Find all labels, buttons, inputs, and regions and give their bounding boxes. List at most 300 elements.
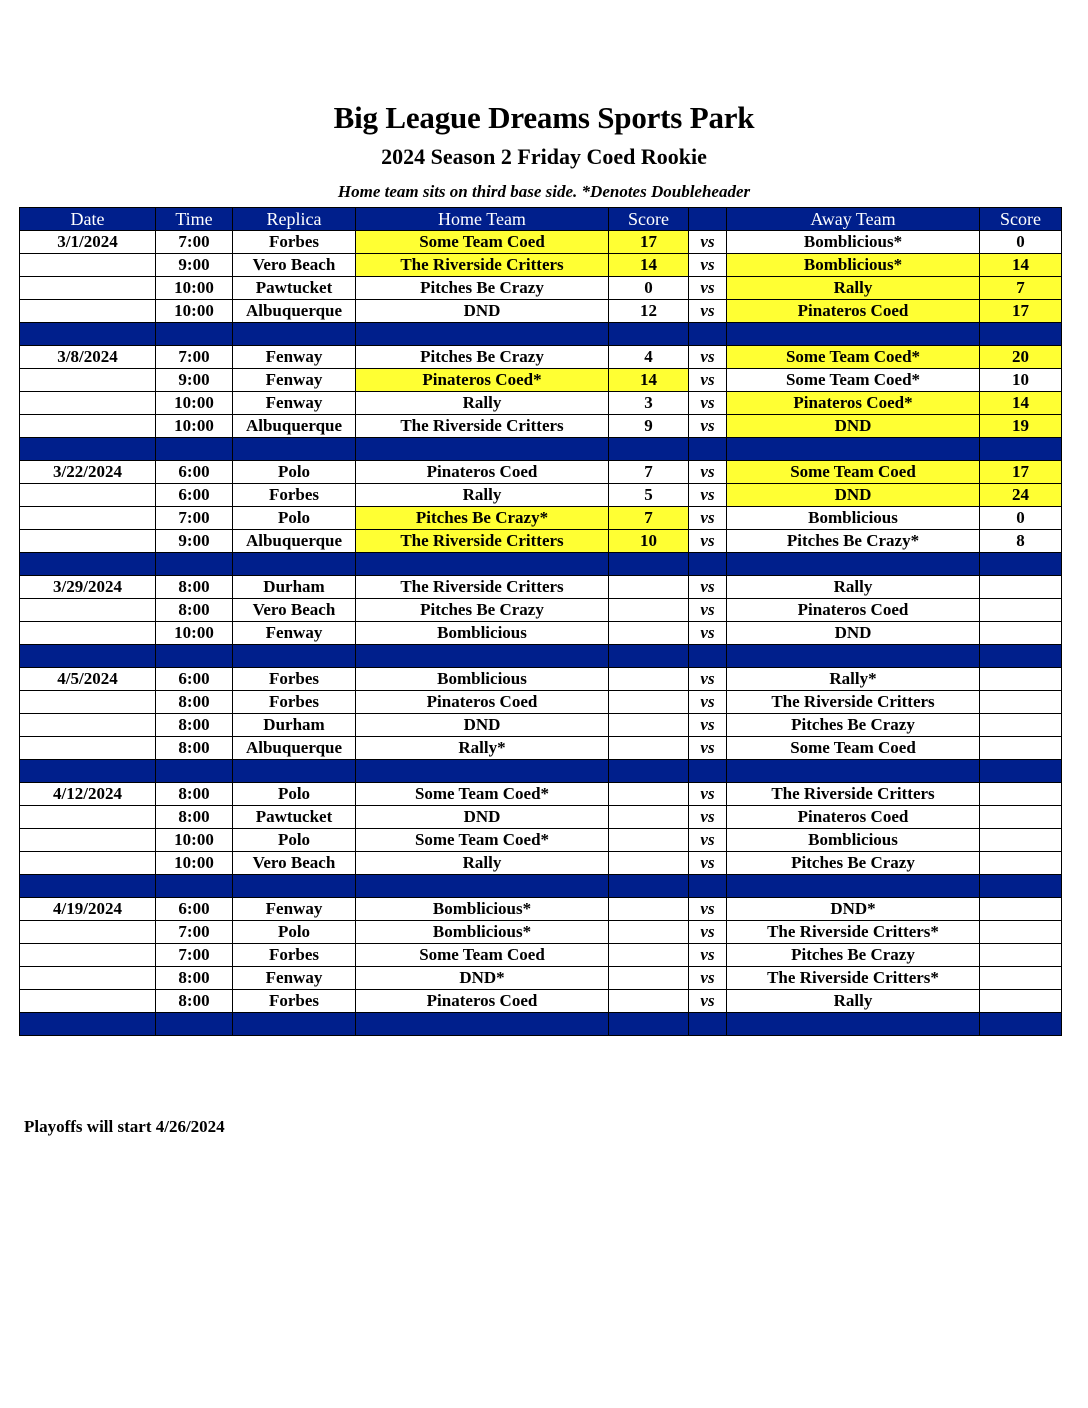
separator-cell bbox=[20, 553, 156, 576]
table-row bbox=[20, 300, 1062, 323]
separator-cell bbox=[727, 875, 980, 898]
date-cell bbox=[20, 944, 156, 967]
date-cell bbox=[20, 599, 156, 622]
away-team-cell: Pitches Be Crazy bbox=[727, 852, 980, 875]
vs-cell: vs bbox=[689, 714, 727, 737]
replica-cell: Fenway bbox=[233, 392, 356, 415]
col-replica: Replica bbox=[233, 208, 356, 231]
separator-cell bbox=[156, 1013, 233, 1036]
home-score-cell bbox=[609, 599, 689, 622]
separator-cell bbox=[689, 1013, 727, 1036]
week-separator-row bbox=[20, 875, 1062, 898]
separator-cell bbox=[689, 875, 727, 898]
home-team-cell: Pitches Be Crazy* bbox=[356, 507, 609, 530]
vs-cell: vs bbox=[689, 369, 727, 392]
away-score-cell bbox=[980, 944, 1062, 967]
separator-cell bbox=[233, 323, 356, 346]
home-team-cell: Rally bbox=[356, 392, 609, 415]
table-row bbox=[20, 967, 1062, 990]
replica-cell: Fenway bbox=[233, 967, 356, 990]
table-row bbox=[20, 806, 1062, 829]
home-score-cell: 4 bbox=[609, 346, 689, 369]
header-row bbox=[20, 208, 1062, 231]
table-row bbox=[20, 944, 1062, 967]
separator-cell bbox=[689, 323, 727, 346]
replica-cell: Albuquerque bbox=[233, 415, 356, 438]
table-row bbox=[20, 461, 1062, 484]
home-team-cell: Rally bbox=[356, 484, 609, 507]
replica-cell: Polo bbox=[233, 783, 356, 806]
time-cell: 7:00 bbox=[156, 944, 233, 967]
table-row bbox=[20, 254, 1062, 277]
replica-cell: Vero Beach bbox=[233, 254, 356, 277]
time-cell: 8:00 bbox=[156, 990, 233, 1013]
replica-cell: Forbes bbox=[233, 668, 356, 691]
separator-cell bbox=[156, 323, 233, 346]
home-team-cell: The Riverside Critters bbox=[356, 530, 609, 553]
vs-cell: vs bbox=[689, 599, 727, 622]
home-team-cell: Bomblicious bbox=[356, 622, 609, 645]
separator-cell bbox=[980, 438, 1062, 461]
vs-cell: vs bbox=[689, 944, 727, 967]
home-team-cell: Pitches Be Crazy bbox=[356, 277, 609, 300]
time-cell: 10:00 bbox=[156, 852, 233, 875]
home-score-cell: 0 bbox=[609, 277, 689, 300]
away-score-cell bbox=[980, 806, 1062, 829]
time-cell: 7:00 bbox=[156, 507, 233, 530]
replica-cell: Pawtucket bbox=[233, 277, 356, 300]
separator-cell bbox=[609, 875, 689, 898]
table-row bbox=[20, 668, 1062, 691]
away-score-cell: 0 bbox=[980, 231, 1062, 254]
date-cell bbox=[20, 277, 156, 300]
replica-cell: Durham bbox=[233, 714, 356, 737]
vs-cell: vs bbox=[689, 898, 727, 921]
date-cell bbox=[20, 829, 156, 852]
vs-cell: vs bbox=[689, 507, 727, 530]
away-team-cell: Rally bbox=[727, 576, 980, 599]
replica-cell: Vero Beach bbox=[233, 599, 356, 622]
table-row bbox=[20, 622, 1062, 645]
home-score-cell: 9 bbox=[609, 415, 689, 438]
separator-cell bbox=[20, 645, 156, 668]
replica-cell: Fenway bbox=[233, 622, 356, 645]
away-team-cell: The Riverside Critters bbox=[727, 783, 980, 806]
vs-cell: vs bbox=[689, 346, 727, 369]
home-score-cell: 3 bbox=[609, 392, 689, 415]
separator-cell bbox=[356, 438, 609, 461]
away-score-cell: 24 bbox=[980, 484, 1062, 507]
away-score-cell bbox=[980, 691, 1062, 714]
away-score-cell: 20 bbox=[980, 346, 1062, 369]
date-cell: 3/1/2024 bbox=[20, 231, 156, 254]
vs-cell: vs bbox=[689, 530, 727, 553]
away-team-cell: Some Team Coed bbox=[727, 737, 980, 760]
table-row bbox=[20, 277, 1062, 300]
away-team-cell: The Riverside Critters* bbox=[727, 967, 980, 990]
separator-cell bbox=[980, 645, 1062, 668]
separator-cell bbox=[689, 760, 727, 783]
away-team-cell: Rally bbox=[727, 990, 980, 1013]
separator-cell bbox=[609, 1013, 689, 1036]
home-team-cell: Pitches Be Crazy bbox=[356, 346, 609, 369]
replica-cell: Fenway bbox=[233, 369, 356, 392]
replica-cell: Forbes bbox=[233, 691, 356, 714]
time-cell: 10:00 bbox=[156, 277, 233, 300]
separator-cell bbox=[233, 438, 356, 461]
home-score-cell bbox=[609, 576, 689, 599]
time-cell: 8:00 bbox=[156, 599, 233, 622]
week-separator-row bbox=[20, 553, 1062, 576]
table-row bbox=[20, 990, 1062, 1013]
home-score-cell bbox=[609, 852, 689, 875]
time-cell: 9:00 bbox=[156, 254, 233, 277]
separator-cell bbox=[609, 645, 689, 668]
date-cell bbox=[20, 714, 156, 737]
separator-cell bbox=[20, 760, 156, 783]
date-cell bbox=[20, 484, 156, 507]
table-row bbox=[20, 714, 1062, 737]
time-cell: 8:00 bbox=[156, 783, 233, 806]
table-row bbox=[20, 530, 1062, 553]
date-cell bbox=[20, 530, 156, 553]
date-cell: 4/5/2024 bbox=[20, 668, 156, 691]
home-team-cell: The Riverside Critters bbox=[356, 576, 609, 599]
time-cell: 8:00 bbox=[156, 691, 233, 714]
separator-cell bbox=[233, 1013, 356, 1036]
separator-cell bbox=[20, 438, 156, 461]
replica-cell: Fenway bbox=[233, 346, 356, 369]
date-cell bbox=[20, 990, 156, 1013]
vs-cell: vs bbox=[689, 967, 727, 990]
away-score-cell bbox=[980, 852, 1062, 875]
home-score-cell bbox=[609, 668, 689, 691]
away-team-cell: Some Team Coed* bbox=[727, 346, 980, 369]
table-row bbox=[20, 852, 1062, 875]
away-team-cell: Pitches Be Crazy* bbox=[727, 530, 980, 553]
page-subtitle: 2024 Season 2 Friday Coed Rookie bbox=[381, 144, 707, 169]
vs-cell: vs bbox=[689, 277, 727, 300]
time-cell: 6:00 bbox=[156, 668, 233, 691]
separator-cell bbox=[356, 323, 609, 346]
separator-cell bbox=[156, 438, 233, 461]
away-team-cell: Pinateros Coed bbox=[727, 806, 980, 829]
away-team-cell: The Riverside Critters bbox=[727, 691, 980, 714]
away-score-cell bbox=[980, 599, 1062, 622]
away-team-cell: Pinateros Coed* bbox=[727, 392, 980, 415]
time-cell: 10:00 bbox=[156, 300, 233, 323]
separator-cell bbox=[20, 1013, 156, 1036]
separator-cell bbox=[356, 875, 609, 898]
schedule-table bbox=[19, 207, 1062, 1036]
home-score-cell: 7 bbox=[609, 507, 689, 530]
away-score-cell: 17 bbox=[980, 300, 1062, 323]
vs-cell: vs bbox=[689, 691, 727, 714]
vs-cell: vs bbox=[689, 461, 727, 484]
col-vs bbox=[689, 208, 727, 231]
replica-cell: Polo bbox=[233, 829, 356, 852]
away-team-cell: Bomblicious bbox=[727, 507, 980, 530]
time-cell: 8:00 bbox=[156, 576, 233, 599]
away-score-cell bbox=[980, 714, 1062, 737]
home-score-cell: 14 bbox=[609, 369, 689, 392]
home-team-cell: Bomblicious bbox=[356, 668, 609, 691]
separator-cell bbox=[233, 553, 356, 576]
week-separator-row bbox=[20, 1013, 1062, 1036]
vs-cell: vs bbox=[689, 484, 727, 507]
vs-cell: vs bbox=[689, 852, 727, 875]
date-cell bbox=[20, 622, 156, 645]
separator-cell bbox=[233, 645, 356, 668]
home-score-cell bbox=[609, 737, 689, 760]
away-score-cell: 8 bbox=[980, 530, 1062, 553]
home-score-cell bbox=[609, 829, 689, 852]
home-score-cell: 7 bbox=[609, 461, 689, 484]
vs-cell: vs bbox=[689, 990, 727, 1013]
date-cell bbox=[20, 921, 156, 944]
home-team-cell: Pinateros Coed bbox=[356, 691, 609, 714]
replica-cell: Forbes bbox=[233, 484, 356, 507]
date-cell bbox=[20, 254, 156, 277]
away-score-cell bbox=[980, 622, 1062, 645]
home-team-cell: Rally bbox=[356, 852, 609, 875]
replica-cell: Forbes bbox=[233, 231, 356, 254]
away-score-cell bbox=[980, 783, 1062, 806]
away-score-cell bbox=[980, 576, 1062, 599]
time-cell: 9:00 bbox=[156, 530, 233, 553]
home-team-cell: DND bbox=[356, 300, 609, 323]
page-title: Big League Dreams Sports Park bbox=[333, 100, 755, 135]
date-cell bbox=[20, 806, 156, 829]
separator-cell bbox=[980, 1013, 1062, 1036]
date-cell bbox=[20, 507, 156, 530]
home-team-cell: Pinateros Coed bbox=[356, 990, 609, 1013]
table-row bbox=[20, 921, 1062, 944]
vs-cell: vs bbox=[689, 921, 727, 944]
date-cell: 3/8/2024 bbox=[20, 346, 156, 369]
separator-cell bbox=[727, 1013, 980, 1036]
date-cell bbox=[20, 415, 156, 438]
away-team-cell: Bomblicious* bbox=[727, 254, 980, 277]
away-team-cell: DND bbox=[727, 622, 980, 645]
col-date: Date bbox=[20, 208, 156, 231]
home-score-cell: 5 bbox=[609, 484, 689, 507]
away-score-cell bbox=[980, 829, 1062, 852]
away-score-cell bbox=[980, 967, 1062, 990]
time-cell: 10:00 bbox=[156, 415, 233, 438]
away-score-cell: 7 bbox=[980, 277, 1062, 300]
vs-cell: vs bbox=[689, 829, 727, 852]
date-cell: 4/12/2024 bbox=[20, 783, 156, 806]
separator-cell bbox=[20, 875, 156, 898]
replica-cell: Albuquerque bbox=[233, 300, 356, 323]
separator-cell bbox=[233, 875, 356, 898]
away-score-cell bbox=[980, 898, 1062, 921]
separator-cell bbox=[156, 760, 233, 783]
separator-cell bbox=[980, 875, 1062, 898]
home-team-cell: Rally* bbox=[356, 737, 609, 760]
replica-cell: Pawtucket bbox=[233, 806, 356, 829]
time-cell: 8:00 bbox=[156, 714, 233, 737]
vs-cell: vs bbox=[689, 783, 727, 806]
away-team-cell: Pinateros Coed bbox=[727, 599, 980, 622]
separator-cell bbox=[727, 323, 980, 346]
away-team-cell: Pitches Be Crazy bbox=[727, 714, 980, 737]
date-cell: 3/29/2024 bbox=[20, 576, 156, 599]
table-row bbox=[20, 599, 1062, 622]
away-team-cell: Some Team Coed bbox=[727, 461, 980, 484]
col-home-score: Score bbox=[609, 208, 689, 231]
home-team-cell: Bomblicious* bbox=[356, 898, 609, 921]
home-score-cell bbox=[609, 990, 689, 1013]
home-score-cell bbox=[609, 714, 689, 737]
separator-cell bbox=[609, 553, 689, 576]
separator-cell bbox=[980, 323, 1062, 346]
separator-cell bbox=[609, 760, 689, 783]
replica-cell: Durham bbox=[233, 576, 356, 599]
home-score-cell bbox=[609, 806, 689, 829]
vs-cell: vs bbox=[689, 622, 727, 645]
away-team-cell: DND* bbox=[727, 898, 980, 921]
time-cell: 8:00 bbox=[156, 806, 233, 829]
home-team-cell: Bomblicious* bbox=[356, 921, 609, 944]
home-team-cell: Pinateros Coed* bbox=[356, 369, 609, 392]
vs-cell: vs bbox=[689, 415, 727, 438]
separator-cell bbox=[356, 760, 609, 783]
date-cell bbox=[20, 300, 156, 323]
separator-cell bbox=[689, 645, 727, 668]
away-team-cell: Pinateros Coed bbox=[727, 300, 980, 323]
away-score-cell bbox=[980, 668, 1062, 691]
time-cell: 7:00 bbox=[156, 346, 233, 369]
time-cell: 7:00 bbox=[156, 231, 233, 254]
separator-cell bbox=[356, 645, 609, 668]
separator-cell bbox=[980, 553, 1062, 576]
schedule-body bbox=[20, 231, 1062, 1036]
separator-cell bbox=[980, 760, 1062, 783]
table-row bbox=[20, 415, 1062, 438]
home-team-cell: Pitches Be Crazy bbox=[356, 599, 609, 622]
replica-cell: Forbes bbox=[233, 944, 356, 967]
away-score-cell: 0 bbox=[980, 507, 1062, 530]
home-team-cell: The Riverside Critters bbox=[356, 254, 609, 277]
away-team-cell: Rally* bbox=[727, 668, 980, 691]
separator-cell bbox=[356, 553, 609, 576]
time-cell: 8:00 bbox=[156, 967, 233, 990]
replica-cell: Vero Beach bbox=[233, 852, 356, 875]
date-cell bbox=[20, 369, 156, 392]
date-cell bbox=[20, 691, 156, 714]
separator-cell bbox=[689, 553, 727, 576]
home-score-cell bbox=[609, 921, 689, 944]
table-row bbox=[20, 783, 1062, 806]
home-team-cell: DND bbox=[356, 714, 609, 737]
separator-cell bbox=[609, 323, 689, 346]
date-cell: 4/19/2024 bbox=[20, 898, 156, 921]
separator-cell bbox=[233, 760, 356, 783]
separator-cell bbox=[727, 438, 980, 461]
vs-cell: vs bbox=[689, 392, 727, 415]
time-cell: 9:00 bbox=[156, 369, 233, 392]
table-row bbox=[20, 484, 1062, 507]
replica-cell: Polo bbox=[233, 461, 356, 484]
separator-cell bbox=[609, 438, 689, 461]
time-cell: 6:00 bbox=[156, 484, 233, 507]
home-team-cell: Some Team Coed* bbox=[356, 783, 609, 806]
replica-cell: Albuquerque bbox=[233, 530, 356, 553]
home-score-cell bbox=[609, 967, 689, 990]
time-cell: 10:00 bbox=[156, 392, 233, 415]
replica-cell: Fenway bbox=[233, 898, 356, 921]
away-team-cell: DND bbox=[727, 415, 980, 438]
away-team-cell: Some Team Coed* bbox=[727, 369, 980, 392]
away-score-cell: 14 bbox=[980, 392, 1062, 415]
replica-cell: Polo bbox=[233, 921, 356, 944]
away-score-cell: 19 bbox=[980, 415, 1062, 438]
home-score-cell: 12 bbox=[609, 300, 689, 323]
home-team-cell: Some Team Coed bbox=[356, 944, 609, 967]
date-cell bbox=[20, 737, 156, 760]
home-score-cell bbox=[609, 898, 689, 921]
date-cell bbox=[20, 967, 156, 990]
table-row bbox=[20, 369, 1062, 392]
col-home-team: Home Team bbox=[356, 208, 609, 231]
table-row bbox=[20, 392, 1062, 415]
col-away-team: Away Team bbox=[727, 208, 980, 231]
date-cell bbox=[20, 852, 156, 875]
col-away-score: Score bbox=[980, 208, 1062, 231]
doubleheader-note: Home team sits on third base side. *Denotes Doubleheader bbox=[337, 182, 751, 201]
away-score-cell bbox=[980, 921, 1062, 944]
table-row bbox=[20, 231, 1062, 254]
week-separator-row bbox=[20, 645, 1062, 668]
home-team-cell: The Riverside Critters bbox=[356, 415, 609, 438]
week-separator-row bbox=[20, 760, 1062, 783]
vs-cell: vs bbox=[689, 300, 727, 323]
home-score-cell: 17 bbox=[609, 231, 689, 254]
home-score-cell bbox=[609, 783, 689, 806]
vs-cell: vs bbox=[689, 668, 727, 691]
table-row bbox=[20, 507, 1062, 530]
week-separator-row bbox=[20, 323, 1062, 346]
separator-cell bbox=[156, 645, 233, 668]
time-cell: 8:00 bbox=[156, 737, 233, 760]
away-score-cell bbox=[980, 990, 1062, 1013]
home-score-cell bbox=[609, 622, 689, 645]
vs-cell: vs bbox=[689, 737, 727, 760]
time-cell: 6:00 bbox=[156, 461, 233, 484]
time-cell: 6:00 bbox=[156, 898, 233, 921]
week-separator-row bbox=[20, 438, 1062, 461]
separator-cell bbox=[727, 553, 980, 576]
away-team-cell: The Riverside Critters* bbox=[727, 921, 980, 944]
home-score-cell bbox=[609, 944, 689, 967]
col-time: Time bbox=[156, 208, 233, 231]
home-team-cell: Some Team Coed* bbox=[356, 829, 609, 852]
date-cell: 3/22/2024 bbox=[20, 461, 156, 484]
separator-cell bbox=[727, 645, 980, 668]
home-team-cell: DND bbox=[356, 806, 609, 829]
away-score-cell: 17 bbox=[980, 461, 1062, 484]
playoffs-note: Playoffs will start 4/26/2024 bbox=[24, 1117, 225, 1136]
table-row bbox=[20, 829, 1062, 852]
home-score-cell: 14 bbox=[609, 254, 689, 277]
home-team-cell: Some Team Coed bbox=[356, 231, 609, 254]
home-team-cell: DND* bbox=[356, 967, 609, 990]
away-team-cell: Rally bbox=[727, 277, 980, 300]
time-cell: 7:00 bbox=[156, 921, 233, 944]
table-row bbox=[20, 346, 1062, 369]
